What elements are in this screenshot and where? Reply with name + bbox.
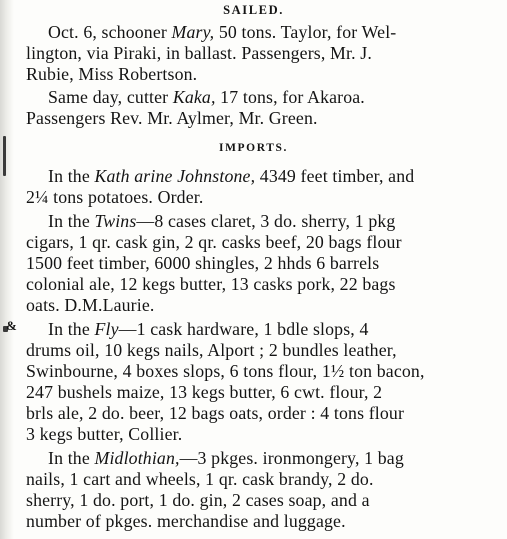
line-text: Oct. 6, schooner [48, 22, 172, 42]
text-line [48, 21, 396, 43]
text-line [48, 210, 395, 232]
line-text: brls ale, 2 do. beer, 12 bags oats, order : 4 tons flour [26, 403, 405, 423]
line-text: Swinbourne, 4 boxes slops, 6 tons flour, 1½ ton bacon, [26, 361, 425, 381]
line-text: Passengers Rev. Mr. Aylmer, Mr. Green. [26, 108, 318, 128]
line-text: 1500 feet timber, 6000 shingles, 2 hhds 6 barrels [26, 253, 380, 273]
text-line [26, 339, 397, 361]
text-line [26, 294, 154, 316]
line-text: Same day, cutter [48, 87, 173, 107]
vessel-name: Kath arine Johnstone, [94, 166, 256, 186]
text-line [48, 318, 369, 340]
line-text: —8 cases claret, 3 do. sherry, 1 pkg [136, 211, 396, 231]
text-line [26, 107, 318, 129]
vessel-name: Mary, [171, 22, 215, 42]
text-line [26, 402, 404, 424]
page-gutter [0, 0, 14, 539]
line-text: 4349 feet timber, and [255, 166, 415, 186]
line-text: sherry, 1 do. port, 1 do. gin, 2 cases soap, and a [26, 490, 370, 510]
line-text: —1 cask hardware, 1 bdle slops, 4 [118, 319, 369, 339]
vessel-name: Midlothian, [94, 448, 180, 468]
line-text: oats. D.M.Laurie. [26, 295, 155, 315]
text-line [48, 447, 404, 469]
line-text: 2¼ tons potatoes. Order. [26, 187, 204, 207]
vessel-name: Kaka, [172, 87, 216, 107]
text-line [26, 273, 396, 295]
imports-heading: IMPORTS. [219, 142, 288, 154]
line-text: In the [48, 448, 95, 468]
line-text: Rubie, Miss Robertson. [26, 64, 198, 84]
vessel-name: Fly [94, 319, 119, 339]
text-line [26, 252, 379, 274]
vessel-name: Twins [94, 211, 137, 231]
line-text: lington, via Piraki, in ballast. Passengers, Mr. J. [26, 43, 372, 63]
text-line [26, 510, 346, 532]
line-text: 247 bushels maize, 13 kegs butter, 6 cwt. flour, 2 [26, 382, 383, 402]
text-line [26, 186, 203, 208]
margin-mark: & [6, 318, 17, 333]
text-line [26, 63, 197, 85]
sailed-heading: SAILED. [223, 3, 284, 17]
line-text: In the [48, 319, 95, 339]
line-text: 17 tons, for Akaroa. [215, 87, 365, 107]
text-line [26, 381, 382, 403]
line-text: 50 tons. Taylor, for Wel- [214, 22, 397, 42]
text-line [26, 231, 402, 253]
text-line [26, 468, 374, 490]
text-line [26, 360, 425, 382]
line-text: nails, 1 cart and wheels, 1 qr. cask brandy, 2 do. [26, 469, 374, 489]
line-text: 3 kegs butter, Collier. [26, 424, 183, 444]
line-text: In the [48, 166, 95, 186]
text-line [26, 489, 370, 511]
line-text: colonial ale, 12 kegs butter, 13 casks pork, 22 bags [26, 274, 396, 294]
text-line [48, 165, 414, 187]
text-line [26, 42, 372, 64]
text-line [26, 423, 182, 445]
line-text: drums oil, 10 kegs nails, Alport ; 2 bundles leather, [26, 340, 397, 360]
line-text: —3 pkges. ironmongery, 1 bag [179, 448, 404, 468]
line-text: number of pkges. merchandise and luggage. [26, 511, 346, 531]
line-text: In the [48, 211, 95, 231]
text-line [48, 86, 365, 108]
line-text: cigars, 1 qr. cask gin, 2 qr. casks beef, 20 bags flour [26, 232, 402, 252]
